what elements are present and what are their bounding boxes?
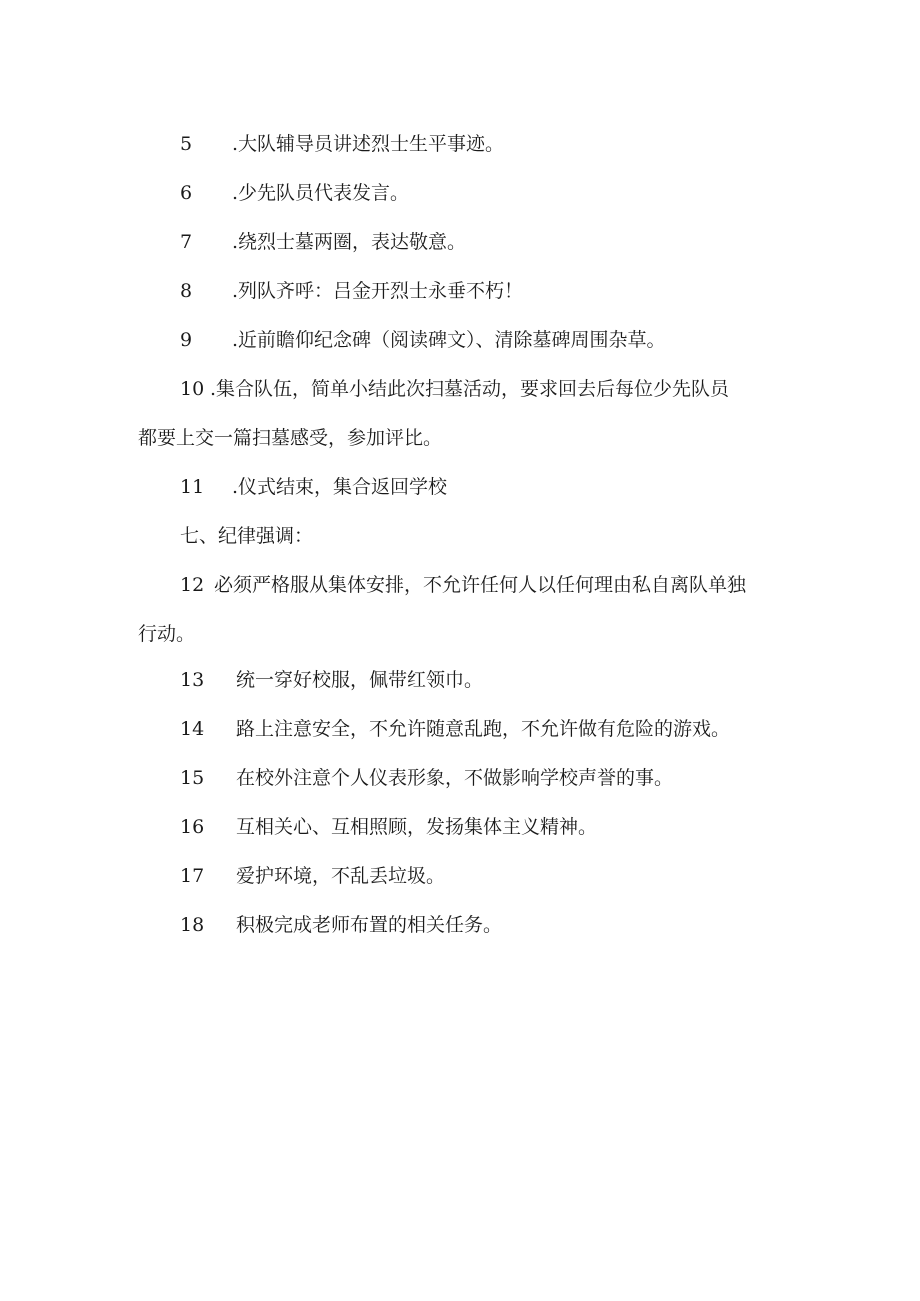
- item-text: .少先队员代表发言。: [232, 182, 410, 204]
- item-text: 路上注意安全，不允许随意乱跑，不允许做有危险的游戏。: [236, 718, 731, 740]
- item-number: 7: [180, 231, 193, 253]
- item-text: .集合队伍，简单小结此次扫墓活动，要求回去后每位少先队员: [210, 378, 730, 400]
- item-text: 必须严格服从集体安排，不允许任何人以任何理由私自离队单独: [214, 574, 747, 596]
- item-number: 5: [180, 133, 193, 155]
- item-number: 6: [180, 182, 193, 204]
- item-number: 17: [180, 865, 205, 887]
- item-text: .仪式结束，集合返回学校: [232, 476, 448, 498]
- item-number: 18: [180, 914, 205, 936]
- item-text: 统一穿好校服，佩带红领巾。: [236, 669, 484, 691]
- item-number: 11: [180, 476, 205, 498]
- item-number: 16: [180, 816, 205, 838]
- item-text: .列队齐呼：吕金开烈士永垂不朽！: [232, 280, 524, 302]
- item-number: 10: [180, 378, 205, 400]
- item-text: 在校外注意个人仪表形象，不做影响学校声誉的事。: [236, 767, 674, 789]
- item-text: 积极完成老师布置的相关任务。: [236, 914, 503, 936]
- section-heading-text: 七、纪律强调：: [180, 525, 314, 547]
- item-number: 15: [180, 767, 205, 789]
- item-number: 12: [180, 574, 205, 596]
- item-text: 爱护环境，不乱丢垃圾。: [236, 865, 446, 887]
- item-text-continuation: 行动。: [138, 623, 196, 645]
- item-number: 8: [180, 280, 193, 302]
- item-number: 13: [180, 669, 205, 691]
- item-text-continuation: 都要上交一篇扫墓感受，参加评比。: [138, 427, 443, 449]
- item-number: 14: [180, 718, 205, 740]
- item-text: .近前瞻仰纪念碑（阅读碑文）、清除墓碑周围杂草。: [232, 329, 666, 351]
- item-text: .大队辅导员讲述烈士生平事迹。: [232, 133, 505, 155]
- item-number: 9: [180, 329, 193, 351]
- item-text: .绕烈士墓两圈，表达敬意。: [232, 231, 467, 253]
- item-text: 互相关心、互相照顾，发扬集体主义精神。: [236, 816, 598, 838]
